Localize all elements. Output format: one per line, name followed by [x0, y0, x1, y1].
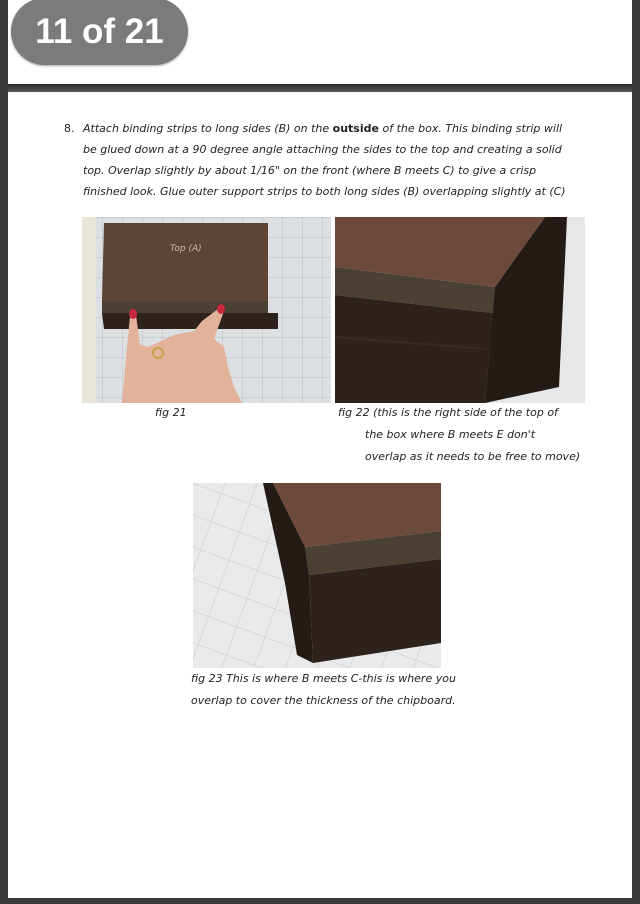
step-text: Attach binding strips to long sides (B) on the: [83, 122, 333, 135]
fig-21-caption: fig 21: [155, 406, 187, 419]
step-8-instructions: [64, 118, 584, 202]
page-separator: [8, 84, 632, 92]
fig-23-caption-line: fig 23 This is where B meets C-this is where you: [191, 672, 456, 685]
fig-23-photo: [193, 483, 441, 668]
document-page: [8, 92, 632, 898]
fig-23-caption: [191, 668, 456, 712]
fig-23-caption-line: overlap to cover the thickness of the chipboard.: [191, 694, 456, 707]
step-line-2: be glued down at a 90 degree angle attaching the sides to the top and creating a solid: [83, 143, 562, 156]
fig-22-caption-line: the box where B meets E don't: [365, 428, 536, 441]
step-line-4: finished look. Glue outer support strips to both long sides (B) overlapping slightly at (C): [83, 185, 566, 198]
step-number: 8.: [64, 122, 75, 135]
step-text: of the box. This binding strip will: [378, 122, 563, 135]
fig-21-photo: [82, 217, 331, 403]
step-line-3: top. Overlap slightly by about 1/16" on the front (where B meets C) to give a crisp: [83, 164, 537, 177]
page-counter-badge: 11 of 21: [11, 0, 188, 65]
fig-22-caption: [338, 402, 580, 468]
fig-21-photo-label: Top (A): [170, 244, 202, 254]
fig-22-photo: [335, 217, 585, 403]
step-line-1: [64, 118, 584, 139]
fig-22-caption-line: fig 22 (this is the right side of the top of: [338, 406, 558, 419]
emphasis-outside: outside: [332, 122, 379, 135]
fig-22-caption-line: overlap as it needs to be free to move): [365, 450, 581, 463]
